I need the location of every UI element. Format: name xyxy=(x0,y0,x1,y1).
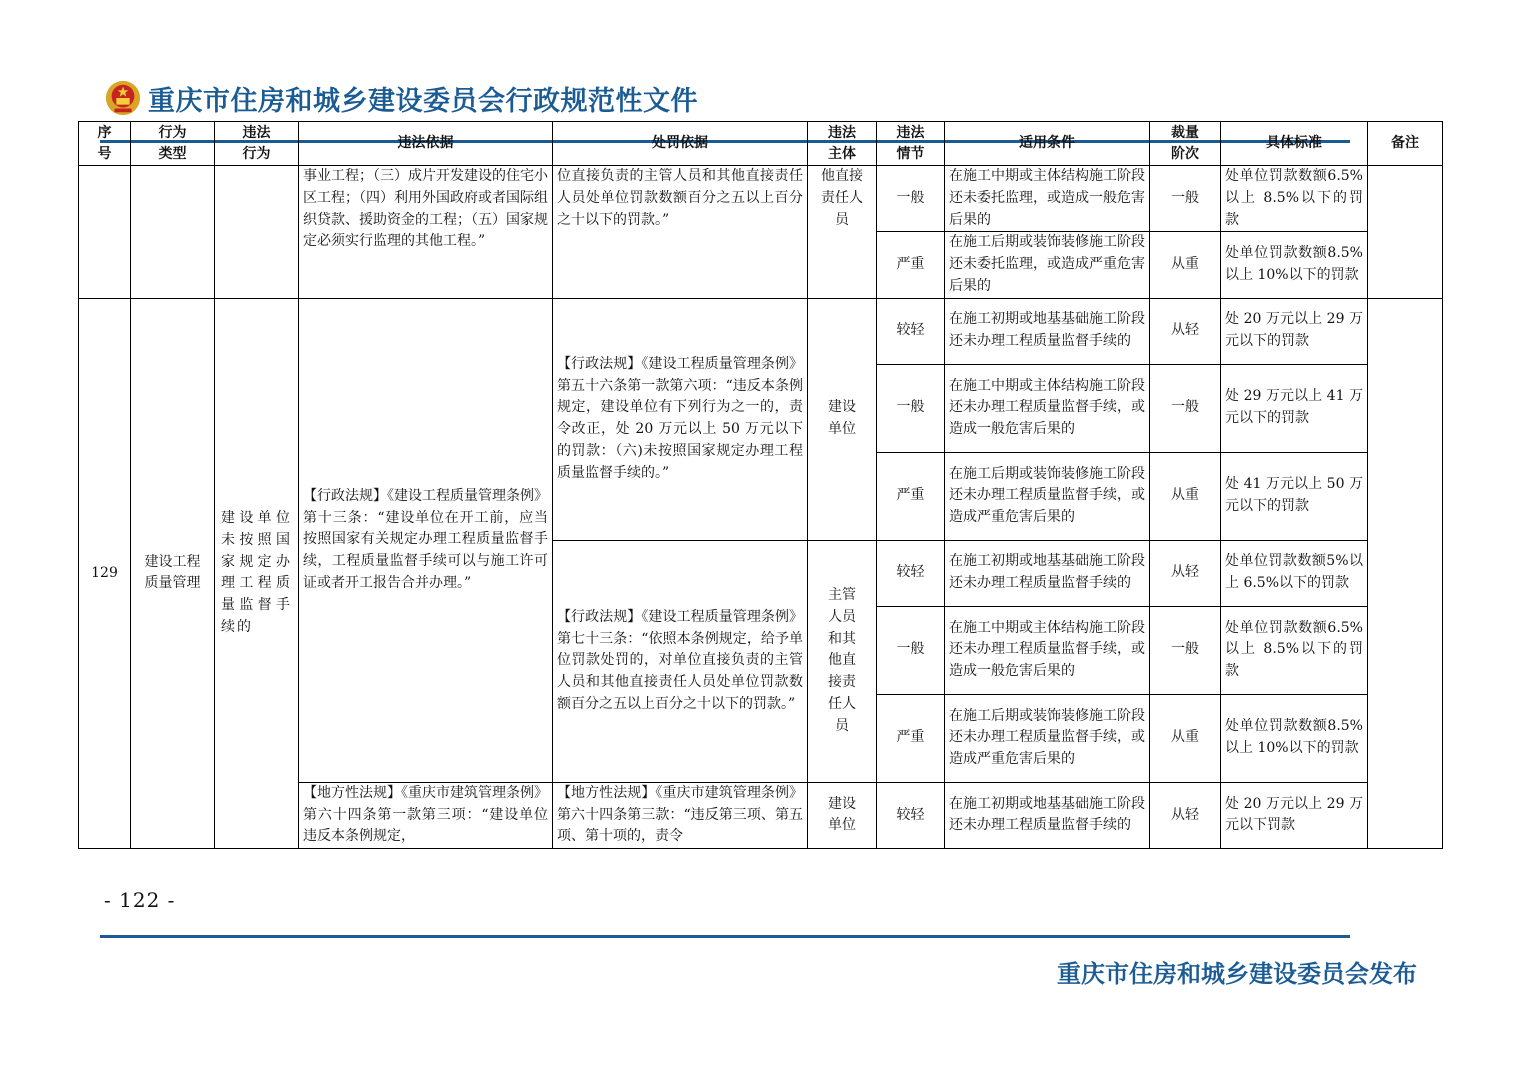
level-cell: 从轻 xyxy=(1150,298,1221,364)
level-cell: 一般 xyxy=(1150,166,1221,232)
circumstance-cell: 一般 xyxy=(877,166,945,232)
cont-act-cell xyxy=(215,166,299,299)
condition-cell: 在施工初期或地基基础施工阶段还未办理工程质量监督手续的 xyxy=(945,540,1150,606)
header-seq: 序 号 xyxy=(79,122,131,166)
circumstance-cell: 较轻 xyxy=(877,298,945,364)
condition-cell: 在施工后期或装饰装修施工阶段还未委托监理，或造成严重危害后果的 xyxy=(945,232,1150,298)
header-penalty-basis: 处罚依据 xyxy=(553,122,808,166)
footer-divider xyxy=(100,935,1350,938)
level-cell: 一般 xyxy=(1150,606,1221,694)
cont-type-cell xyxy=(131,166,215,299)
type-cell: 建设工程质量管理 xyxy=(131,298,215,848)
header-circumstance: 违法 情节 xyxy=(877,122,945,166)
standard-cell: 处单位罚款数额6.5%以上 8.5%以下的罚款 xyxy=(1221,606,1368,694)
header-standard: 具体标准 xyxy=(1221,122,1368,166)
national-emblem-icon xyxy=(104,79,142,117)
standard-cell: 处单位罚款数额6.5%以上 8.5%以下的罚款 xyxy=(1221,166,1368,232)
circumstance-cell: 一般 xyxy=(877,364,945,452)
table-row xyxy=(79,166,1443,232)
level-cell: 从轻 xyxy=(1150,782,1221,848)
document-header xyxy=(104,78,698,118)
page-number: - 122 - xyxy=(104,888,176,912)
header-act: 违法 行为 xyxy=(215,122,299,166)
header-remark: 备注 xyxy=(1368,122,1443,166)
remark-cell xyxy=(1368,166,1443,299)
standard-cell: 处 41 万元以上 50 万元以下的罚款 xyxy=(1221,452,1368,540)
table-header-row xyxy=(79,122,1443,166)
condition-cell: 在施工中期或主体结构施工阶段还未办理工程质量监督手续，或造成一般危害后果的 xyxy=(945,364,1150,452)
header-type: 行为 类型 xyxy=(131,122,215,166)
header-condition: 适用条件 xyxy=(945,122,1150,166)
cont-penalty-cell: 位直接负责的主管人员和其他直接责任人员处单位罚款数额百分之五以上百分之十以下的罚款。” xyxy=(553,166,808,299)
condition-cell: 在施工后期或装饰装修施工阶段还未办理工程质量监督手续，或造成严重危害后果的 xyxy=(945,694,1150,782)
header-basis: 违法依据 xyxy=(299,122,553,166)
condition-cell: 在施工后期或装饰装修施工阶段还未办理工程质量监督手续，或造成严重危害后果的 xyxy=(945,452,1150,540)
circumstance-cell: 严重 xyxy=(877,232,945,298)
level-cell: 从轻 xyxy=(1150,540,1221,606)
standard-cell: 处 20 万元以上 29 万元以下罚款 xyxy=(1221,782,1368,848)
standard-cell: 处 29 万元以上 41 万元以下的罚款 xyxy=(1221,364,1368,452)
condition-cell: 在施工初期或地基基础施工阶段还未办理工程质量监督手续的 xyxy=(945,782,1150,848)
penalty-table xyxy=(78,121,1443,849)
document-title: 重庆市住房和城乡建设委员会行政规范性文件 xyxy=(148,85,698,117)
act-cell: 建设单位未按照国家规定办理工程质量监督手续的 xyxy=(215,298,299,848)
seq-cell: 129 xyxy=(79,298,131,848)
table-row xyxy=(79,298,1443,364)
level-cell: 从重 xyxy=(1150,452,1221,540)
header-level: 裁量 阶次 xyxy=(1150,122,1221,166)
level-cell: 一般 xyxy=(1150,364,1221,452)
circumstance-cell: 严重 xyxy=(877,694,945,782)
condition-cell: 在施工中期或主体结构施工阶段还未办理工程质量监督手续，或造成一般危害后果的 xyxy=(945,606,1150,694)
standard-cell: 处 20 万元以上 29 万元以下的罚款 xyxy=(1221,298,1368,364)
penalty-cell: 【行政法规】《建设工程质量管理条例》第七十三条：“依照本条例规定，给予单位罚款处罚的，对单位直接负责的主管人员和其他直接责任人员处单位罚款数额百分之五以上百分之十以下的罚款。” xyxy=(553,540,808,782)
circumstance-cell: 较轻 xyxy=(877,540,945,606)
condition-cell: 在施工中期或主体结构施工阶段还未委托监理，或造成一般危害后果的 xyxy=(945,166,1150,232)
circumstance-cell: 严重 xyxy=(877,452,945,540)
cont-subject-cell: 他直接责任人员 xyxy=(808,166,877,299)
level-cell: 从重 xyxy=(1150,694,1221,782)
publisher-footer: 重庆市住房和城乡建设委员会发布 xyxy=(1057,960,1417,988)
standard-cell: 处单位罚款数额5%以上 6.5%以下的罚款 xyxy=(1221,540,1368,606)
circumstance-cell: 一般 xyxy=(877,606,945,694)
standard-cell: 处单位罚款数额8.5%以上 10%以下的罚款 xyxy=(1221,232,1368,298)
subject-cell: 建设单位 xyxy=(808,298,877,540)
cont-basis-cell: 事业工程；（三）成片开发建设的住宅小区工程；（四）利用外国政府或者国际组织贷款、援助资金的工程；（五）国家规定必须实行监理的其他工程。” xyxy=(299,166,553,299)
circumstance-cell: 较轻 xyxy=(877,782,945,848)
subject-cell: 主管人员和其他直接责任人员 xyxy=(808,540,877,782)
penalty-cell: 【行政法规】《建设工程质量管理条例》第五十六条第一款第六项：“违反本条例规定，建设单位有下列行为之一的，责令改正，处 20 万元以上 50 万元以下的罚款：（六)未按照国家规定办理工程质量监督手续的。” xyxy=(553,298,808,540)
basis-cell: 【地方性法规】《重庆市建筑管理条例》第六十四条第一款第三项：“建设单位违反本条例规定， xyxy=(299,782,553,848)
subject-cell: 建设单位 xyxy=(808,782,877,848)
basis-cell: 【行政法规】《建设工程质量管理条例》第十三条：“建设单位在开工前，应当按照国家有关规定办理工程质量监督手续，工程质量监督手续可以与施工许可证或者开工报告合并办理。” xyxy=(299,298,553,782)
penalty-cell: 【地方性法规】《重庆市建筑管理条例》第六十四条第三款：“违反第三项、第五项、第十项的，责令 xyxy=(553,782,808,848)
condition-cell: 在施工初期或地基基础施工阶段还未办理工程质量监督手续的 xyxy=(945,298,1150,364)
cont-seq-cell xyxy=(79,166,131,299)
standard-cell: 处单位罚款数额8.5%以上 10%以下的罚款 xyxy=(1221,694,1368,782)
header-subject: 违法 主体 xyxy=(808,122,877,166)
remark-cell xyxy=(1368,298,1443,848)
level-cell: 从重 xyxy=(1150,232,1221,298)
